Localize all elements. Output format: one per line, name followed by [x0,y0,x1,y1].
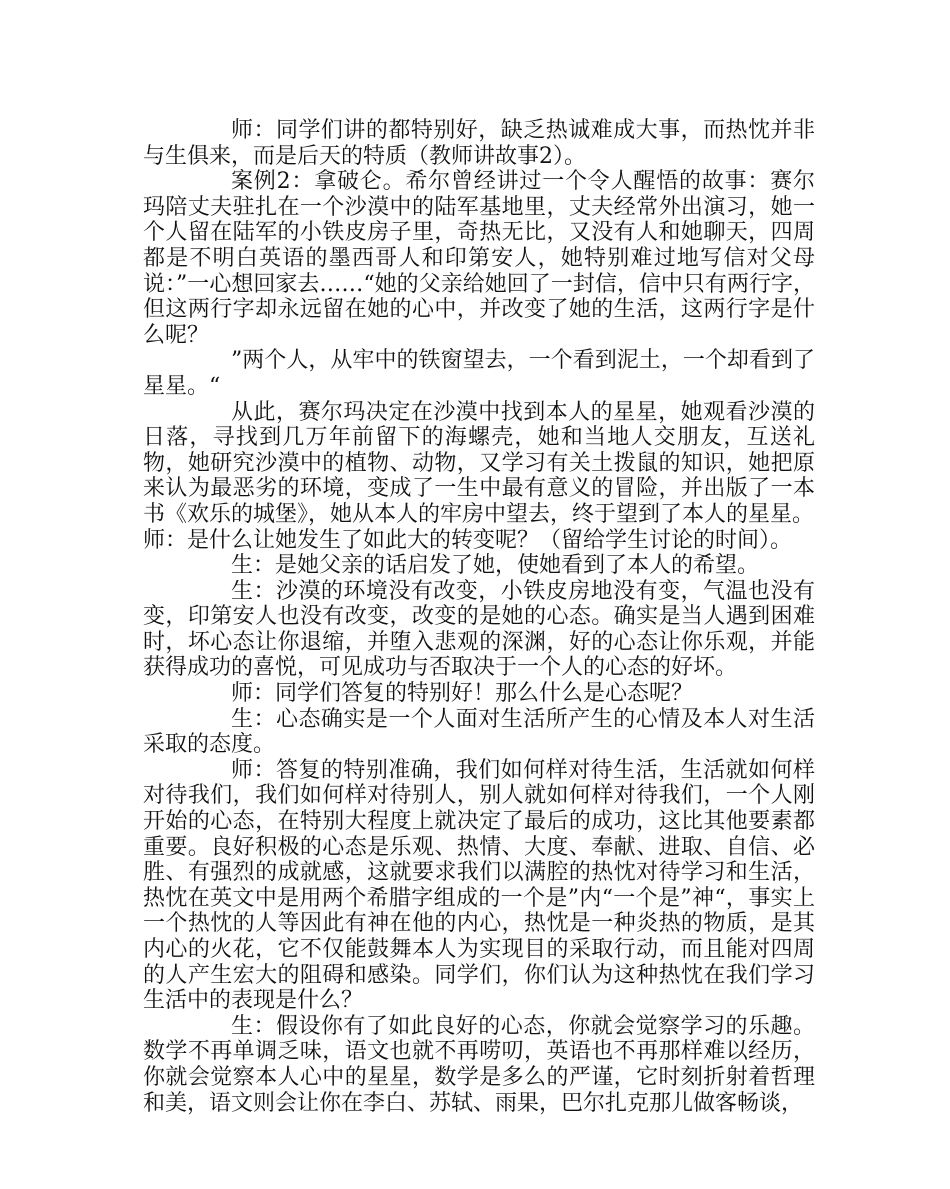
document-page [143,118,815,1116]
paragraph-student-answer-3: 生：假设你有了如此良好的心态，你就会觉察学习的乐趣。数学不再单调乏味，语文也就不再唠叨，英语也不再那样难以经历，你就会觉察本人心中的星星，数学是多么的严谨，它时刻折射着哲理和美，语文则会让你在李白、苏轼、雨果，巴尔扎克那儿做客畅谈， [143,1013,815,1116]
paragraph-teacher-intro: 师：同学们讲的都特别好，缺乏热诚难成大事，而热忱并非与生俱来，而是后天的特质（教师讲故事2）。 [143,118,815,169]
paragraph-case-2: 案例2：拿破仑。希尔曾经讲过一个令人醒悟的故事：赛尔玛陪丈夫驻扎在一个沙漠中的陆军基地里，丈夫经常外出演习，她一个人留在陆军的小铁皮房子里，奇热无比，又没有人和她聊天，四周都是不明白英语的墨西哥人和印第安人，她特别难过地写信对父母说：”一心想回家去……“她的父亲给她回了一封信，信中只有两行字，但这两行字却永远留在她的心中，并改变了她的生活，这两行字是什么呢？ [143,169,815,348]
paragraph-teacher-mindset-question: 师：同学们答复的特别好！那么什么是心态呢？ [231,681,694,707]
paragraph-teacher-question: 师：是什么让她发生了如此大的转变呢？（留给学生讨论的时间）。 [143,527,793,553]
paragraph-story-continued: 从此，赛尔玛决定在沙漠中找到本人的星星，她观看沙漠的日落，寻找到几万年前留下的海螺壳，她和当地人交朋友，互送礼物，她研究沙漠中的植物、动物，又学习有关土拨鼠的知识，她把原来认为最恶劣的环境，变成了一生中最有意义的冒险，并出版了一本书《欢乐的城堡》，她从本人的牢房中望去，终于望到了本人的星星。 [143,399,815,527]
paragraph-teacher-explanation: 师：答复的特别准确，我们如何样对待生活，生活就如何样对待我们，我们如何样对待别人，别人就如何样对待我们，一个人刚开始的心态，在特别大程度上就决定了最后的成功，这比其他要素都重要。良好积极的心态是乐观、热情、大度、奉献、进取、自信、必胜、有强烈的成就感，这就要求我们以满腔的热忱对待学习和生活，热忱在英文中是用两个希腊字组成的一个是”内“一个是”神“，事实上一个热忱的人等因此有神在他的内心，热忱是一种炎热的物质，是其内心的火花，它不仅能鼓舞本人为实现目的采取行动，而且能对四周的人产生宏大的阻碍和感染。同学们，你们认为这种热忱在我们学习生活中的表现是什么？ [143,757,815,1014]
paragraph-student-answer-1: 生：是她父亲的话启发了她，使她看到了本人的希望。 [231,553,760,579]
paragraph-student-answer-2: 生：沙漠的环境没有改变，小铁皮房地没有变，气温也没有变，印第安人也没有改变，改变的是她的心态。确实是当人遇到困难时，坏心态让你退缩，并堕入悲观的深渊，好的心态让你乐观，并能获得成功的喜悦，可见成功与否取决于一个人的心态的好坏。 [143,578,815,681]
paragraph-quote: ”两个人，从牢中的铁窗望去，一个看到泥土，一个却看到了星星。“ [143,348,815,399]
paragraph-student-definition: 生：心态确实是一个人面对生活所产生的心情及本人对生活采取的态度。 [143,706,815,758]
